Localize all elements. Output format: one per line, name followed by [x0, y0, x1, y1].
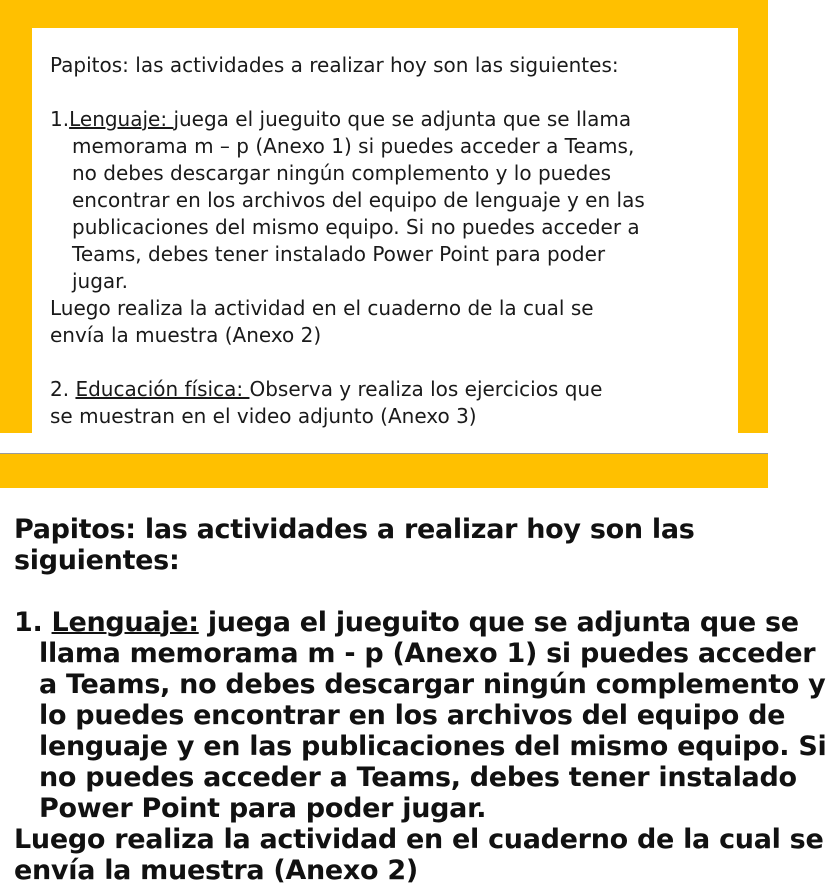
bottom-item1-text: lenguaje y en las publicaciones del mismo equipo. Si: [39, 731, 826, 762]
panel-divider: [0, 433, 768, 454]
bottom-after-text: envía la muestra (Anexo 2): [14, 855, 418, 886]
bottom-item1-text: llama memorama m - p (Anexo 1) si puedes acceder: [39, 638, 816, 669]
top-document-panel: [0, 0, 768, 433]
top-item1-text: jugar.: [72, 269, 128, 293]
bottom-item1-title: Lenguaje:: [51, 607, 199, 638]
top-intro: Papitos: las actividades a realizar hoy son las siguientes:: [50, 53, 619, 77]
top-item1-line: [50, 106, 740, 133]
top-item1-text: Teams, debes tener instalado Power Point para poder: [72, 242, 606, 266]
top-item2-title: Educación física:: [75, 377, 250, 401]
bottom-text-block: [14, 514, 826, 886]
bottom-item1-number: 1.: [14, 607, 52, 638]
top-item2-number: 2.: [50, 377, 76, 401]
top-item2-text: Observa y realiza los ejercicios que: [249, 377, 603, 401]
bottom-item1-text: lo puedes encontrar en los archivos del equipo de: [39, 700, 786, 731]
top-item1-text: juega el jueguito que se adjunta que se llama: [173, 107, 632, 131]
top-item1-title: Lenguaje:: [69, 107, 174, 131]
top-item2-line: [50, 376, 740, 403]
bottom-item1-text: juega el jueguito que se adjunta que se: [198, 607, 799, 638]
top-item1-text: no debes descargar ningún complemento y lo puedes: [72, 161, 612, 185]
bottom-intro: Papitos: las actividades a realizar hoy son las: [14, 514, 695, 545]
bottom-yellow-band: [0, 454, 768, 488]
bottom-item1-text: no puedes acceder a Teams, debes tener instalado: [39, 762, 797, 793]
bottom-item1-text: a Teams, no debes descargar ningún complemento y: [39, 669, 826, 700]
bottom-item1-text: Power Point para poder jugar.: [39, 793, 487, 824]
bottom-item1-line: [14, 607, 799, 638]
bottom-document-panel: [0, 488, 826, 886]
top-text-block: [50, 52, 740, 430]
top-item1-text: publicaciones del mismo equipo. Si no puedes acceder a: [72, 215, 640, 239]
bottom-after-text: Luego realiza la actividad en el cuaderno de la cual se: [14, 824, 824, 855]
top-after-text: Luego realiza la actividad en el cuaderno de la cual se: [50, 296, 594, 320]
top-item1-text: encontrar en los archivos del equipo de lenguaje y en las: [72, 188, 645, 212]
top-item1-text: memorama m – p (Anexo 1) si puedes acceder a Teams,: [72, 134, 635, 158]
top-item2-text: se muestran en el video adjunto (Anexo 3): [50, 404, 477, 428]
bottom-intro: siguientes:: [14, 545, 180, 576]
top-after-text: envía la muestra (Anexo 2): [50, 323, 322, 347]
top-item1-number: 1.: [50, 107, 70, 131]
